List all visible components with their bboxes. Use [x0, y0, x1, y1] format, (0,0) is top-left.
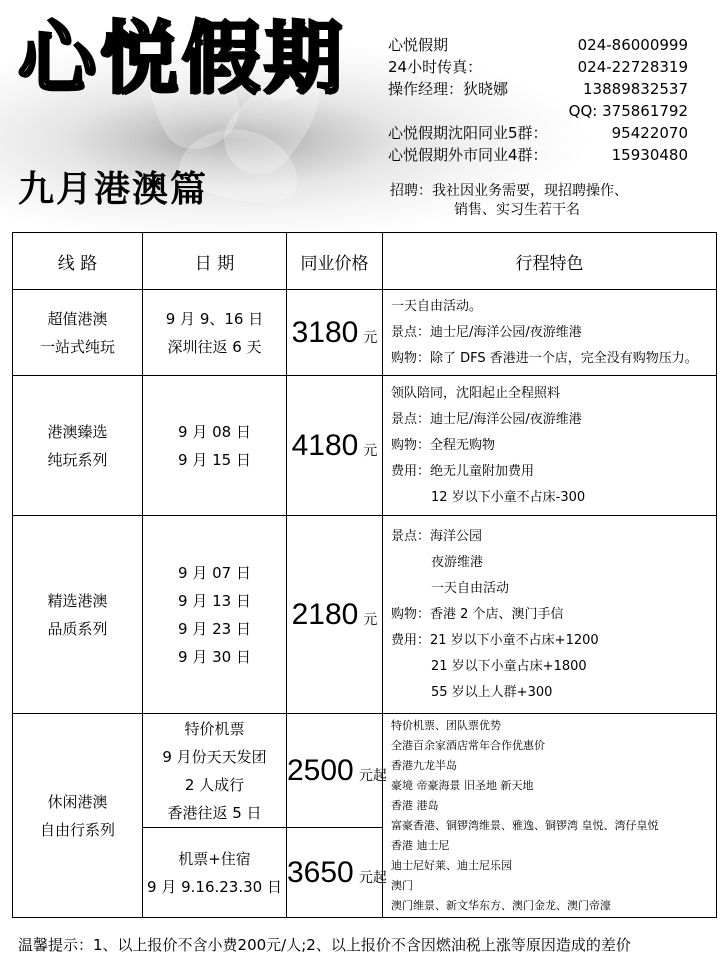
feature-line: 费用：21 岁以下小童不占床+1200	[391, 632, 599, 648]
route-name: 超值港澳	[47, 309, 108, 328]
contact-row	[388, 34, 688, 56]
price-value: 3180	[291, 315, 359, 349]
feature-line: 香港 迪士尼	[391, 838, 450, 852]
route-name: 港澳臻选	[47, 422, 108, 441]
price-cell	[287, 290, 383, 376]
date-text: 2 人成行	[184, 775, 245, 794]
date-text: 9 月 15 日	[178, 450, 251, 469]
contact-value: 024-86000999	[577, 36, 688, 54]
price-cell	[287, 714, 387, 828]
feature-line: 夜游维港	[431, 554, 484, 570]
feature-line: 55 岁以上人群+300	[431, 684, 553, 700]
route-name: 纯玩系列	[47, 450, 108, 469]
column-header-route: 线 路	[13, 233, 143, 290]
price-cell	[287, 376, 383, 516]
date-text: 9 月 30 日	[178, 647, 251, 666]
route-cell	[13, 714, 143, 918]
table-row	[13, 290, 717, 376]
date-cell	[143, 516, 287, 714]
recruit-notice	[390, 182, 710, 220]
contact-row	[388, 100, 688, 122]
feature-line: 购物：香港 2 个店、澳门手信	[391, 606, 564, 622]
table-header-row	[13, 233, 717, 290]
price-value: 2180	[291, 597, 359, 631]
price-unit: 元	[363, 442, 378, 459]
date-text: 9 月 13 日	[178, 591, 251, 610]
feature-line: 费用：绝无儿童附加费用	[391, 463, 535, 479]
feature-line: 购物：除了 DFS 香港进一个店，完全没有购物压力。	[391, 350, 698, 366]
feature-line: 购物：全程无购物	[391, 437, 496, 453]
price-unit: 元起	[358, 767, 387, 784]
date-text: 9 月 08 日	[178, 422, 251, 441]
feature-line: 香港九龙半岛	[391, 758, 457, 772]
feature-line: 景点：迪士尼/海洋公园/夜游维港	[391, 411, 582, 427]
contact-value: QQ: 375861792	[568, 102, 688, 120]
price-cell	[287, 516, 383, 714]
contact-value: 95422070	[611, 124, 688, 142]
feature-line: 特价机票、团队票优势	[391, 718, 501, 732]
date-text: 机票+住宿	[178, 849, 251, 868]
column-header-price: 同业价格	[287, 233, 383, 290]
route-name: 一站式纯玩	[39, 337, 115, 356]
feature-line: 景点：海洋公园	[391, 528, 483, 544]
page-subtitle: 九月港澳篇	[18, 169, 209, 210]
contact-value: 024-22728319	[577, 58, 688, 76]
footer-note: 温馨提示：1、以上报价不含小费200元/人;2、以上报价不含因燃油税上涨等原因造成的差价	[18, 936, 631, 954]
date-text: 9 月 07 日	[178, 563, 251, 582]
date-cell	[143, 828, 287, 918]
date-text: 香港往返 5 日	[167, 803, 262, 822]
route-name: 精选港澳	[47, 591, 108, 610]
date-text: 9 月 23 日	[178, 619, 251, 638]
date-text: 特价机票	[184, 719, 245, 738]
date-text: 9 月 9.16.23.30 日	[147, 877, 282, 896]
feature-line: 澳门维景、新文华东方、澳门金龙、澳门帝濠	[391, 898, 611, 912]
feature-line: 21 岁以下小童占床+1800	[431, 658, 587, 674]
date-text: 9 月 9、16 日	[165, 309, 264, 328]
price-value: 4180	[291, 428, 359, 462]
feature-line: 全港百余家酒店常年合作优惠价	[391, 738, 545, 752]
contact-label: 心悦假期沈阳同业5群：	[388, 124, 548, 142]
table-row	[13, 516, 717, 714]
contact-label: 心悦假期外市同业4群：	[388, 146, 548, 164]
feature-line: 景点：迪士尼/海洋公园/夜游维港	[391, 324, 582, 340]
contact-block	[388, 34, 688, 166]
price-table	[12, 232, 717, 918]
features-cell	[383, 376, 717, 516]
contact-value: 13889832537	[583, 80, 688, 98]
features-cell	[383, 714, 717, 918]
feature-line: 一天自由活动	[431, 580, 510, 596]
feature-line: 12 岁以下小童不占床-300	[431, 489, 586, 505]
price-unit: 元	[363, 329, 378, 346]
table-row	[13, 376, 717, 516]
feature-line: 迪士尼好莱、迪士尼乐园	[391, 858, 512, 872]
header-banner	[0, 0, 728, 232]
feature-line: 领队陪同，沈阳起止全程照料	[391, 385, 561, 401]
date-cell	[143, 376, 287, 516]
column-header-features: 行程特色	[383, 233, 717, 290]
route-cell	[13, 516, 143, 714]
contact-row	[388, 122, 688, 144]
price-value: 3650	[287, 855, 354, 889]
price-unit: 元起	[358, 869, 387, 886]
route-name: 休闲港澳	[47, 792, 108, 811]
price-unit: 元	[363, 611, 378, 628]
recruit-line: 销售、实习生若干名	[454, 202, 580, 218]
contact-label: 24小时传真：	[388, 58, 483, 76]
date-text: 9 月份天天发团	[162, 747, 267, 766]
date-cell	[143, 290, 287, 376]
date-cell	[143, 714, 287, 828]
route-name: 自由行系列	[39, 820, 115, 839]
features-cell	[383, 290, 717, 376]
route-cell	[13, 376, 143, 516]
contact-row	[388, 78, 688, 100]
feature-line: 香港 港岛	[391, 798, 439, 812]
contact-row	[388, 144, 688, 166]
contact-value: 15930480	[611, 146, 688, 164]
contact-row	[388, 56, 688, 78]
feature-line: 富豪香港、铜锣湾维景、雅逸、铜锣湾 皇悦、湾仔皇悦	[391, 818, 659, 832]
feature-line: 澳门	[391, 878, 413, 892]
feature-line: 一天自由活动。	[391, 298, 483, 314]
contact-label: 操作经理：狄晓娜	[388, 80, 509, 98]
feature-line: 豪境 帝豪海景 旧圣地 新天地	[391, 778, 534, 792]
recruit-line: 招聘：我社因业务需要，现招聘操作、	[390, 183, 628, 199]
route-cell	[13, 290, 143, 376]
brand-logo: 心悦假期	[18, 13, 347, 104]
column-header-date: 日 期	[143, 233, 287, 290]
contact-label: 心悦假期	[388, 36, 449, 54]
features-cell	[383, 516, 717, 714]
date-text: 深圳往返 6 天	[167, 337, 262, 356]
price-cell	[287, 828, 387, 918]
table-row	[13, 714, 717, 828]
price-value: 2500	[287, 753, 354, 787]
route-name: 品质系列	[47, 619, 108, 638]
